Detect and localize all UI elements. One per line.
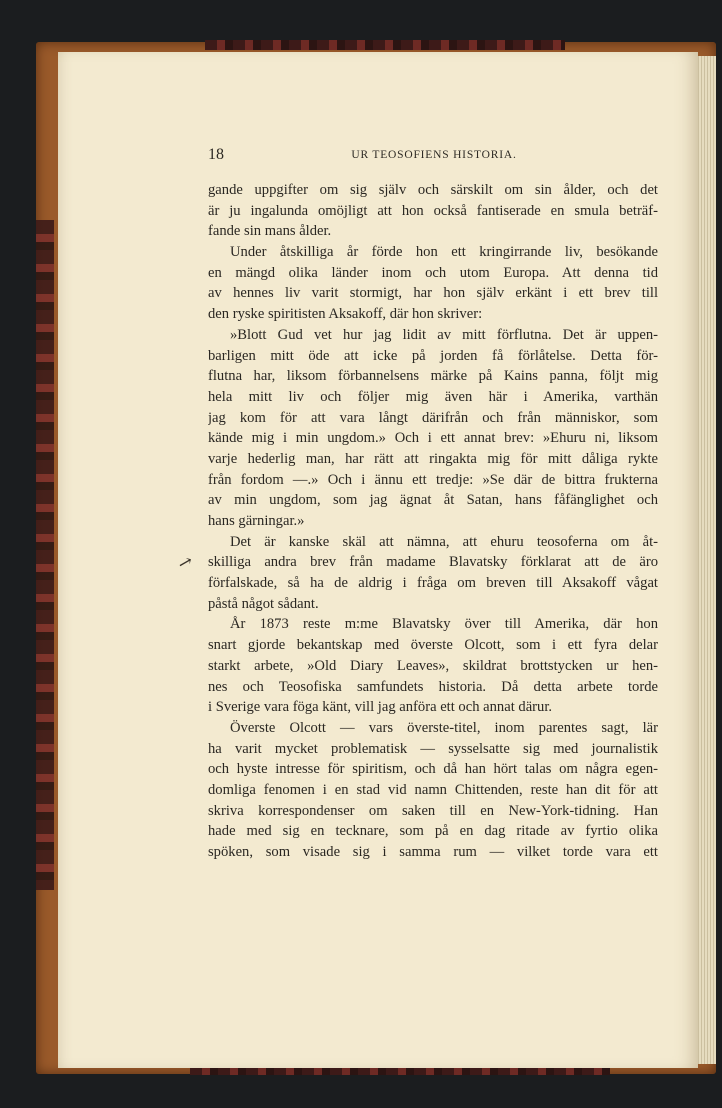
text-line: spöken, som visade sig i samma rum — vilket torde vara ett: [208, 844, 658, 860]
text-line: »Blott Gud vet hur jag lidit av mitt förflutna. Det är uppen-: [230, 326, 658, 343]
text-line: hans gärningar.»: [208, 513, 305, 529]
margin-pencil-mark: ↗: [175, 551, 195, 574]
text-line: från fordom —.» Och i ännu ett tredje: »Se där de bittra frukterna: [208, 471, 658, 488]
text-line: fande sin mans ålder.: [208, 223, 332, 240]
text-line: snart gjorde bekantskap med överste Olcott, som i ett fyra delar: [208, 637, 658, 654]
text-line: Överste Olcott — vars överste-titel, inom parentes sagt, lär: [230, 719, 658, 736]
text-line: skriva korrespondenser om saken till en New-York-tidning. Han: [208, 802, 658, 819]
text-line: skilliga andra brev från madame Blavatsky förklarat att de äro: [208, 554, 658, 571]
text-line: förfalskade, så ha de aldrig i fråga om breven till Aksakoff vågat: [208, 575, 658, 592]
text-line: barligen mitt öde att icke på jorden få förlåtelse. Detta för-: [208, 347, 658, 364]
text-line: är ju ingalunda omöjligt att hon också fantiserade en smula beträf-: [208, 202, 658, 219]
text-line: Det är kanske skäl att nämna, att ehuru teosoferna om åt-: [230, 533, 658, 550]
text-line: varje hederlig man, har rätt att ringakta mig för mitt dåliga rykte: [208, 450, 658, 467]
text-line: Under åtskilliga år förde hon ett kringirrande liv, besökande: [230, 244, 658, 261]
text-line: den ryske spiritisten Aksakoff, där hon skriver:: [208, 306, 483, 323]
text-line: År 1873 reste m:me Blavatsky över till Amerika, där hon: [230, 616, 658, 633]
text-line: nes och Teosofiska samfundets historia. Då detta arbete torde: [208, 678, 658, 695]
text-line: av hennes liv varit stormigt, har hon själv erkänt i ett brev till: [208, 285, 658, 302]
text-line: i Sverige vara föga känt, vill jag anföra ett och annat därur.: [208, 699, 553, 716]
text-line: hela mitt liv och följer mig även här i Amerika, varthän: [208, 388, 658, 405]
text-line: ha varit mycket problematisk — sysselsatte sig med journalistik: [208, 740, 658, 757]
text-line: påstå något sådant.: [208, 595, 319, 612]
cover-top-pattern: [205, 40, 565, 50]
page-edges: [696, 56, 716, 1064]
text-line: och hyste intresse för spiritism, och då han hört talas om några egen-: [208, 761, 658, 778]
text-line: jag kom för att vara långt därifrån och från människor, som: [208, 409, 658, 426]
running-title: UR TEOSOFIENS HISTORIA.: [351, 149, 517, 161]
page-number: 18: [208, 146, 224, 163]
text-line: en mängd olika länder inom och utom Europa. Att denna tid: [208, 264, 658, 281]
text-line: hade med sig en tecknare, som på en dag ritade av fyrtio olika: [208, 823, 658, 840]
text-line: kände mig i min ungdom.» Och i ett annat brev: »Ehuru ni, liksom: [208, 430, 658, 447]
body-text: [208, 180, 658, 863]
text-line: starkt arbete, »Old Diary Leaves», skildrat brottstycken ur hen-: [208, 657, 658, 674]
cover-spine-pattern: [36, 220, 54, 890]
text-line: flutna har, liksom förbannelsens märke på Kains panna, följt mig: [208, 368, 658, 385]
text-line: domliga fenomen i en stad vid namn Chittenden, reste han dit för att: [208, 781, 658, 798]
text-line: gande uppgifter om sig själv och särskilt om sin ålder, och det: [208, 182, 658, 198]
text-line: av min ungdom, som jag ägnat åt Satan, hans fåfänglighet och: [208, 492, 658, 509]
page-header: [208, 146, 660, 168]
